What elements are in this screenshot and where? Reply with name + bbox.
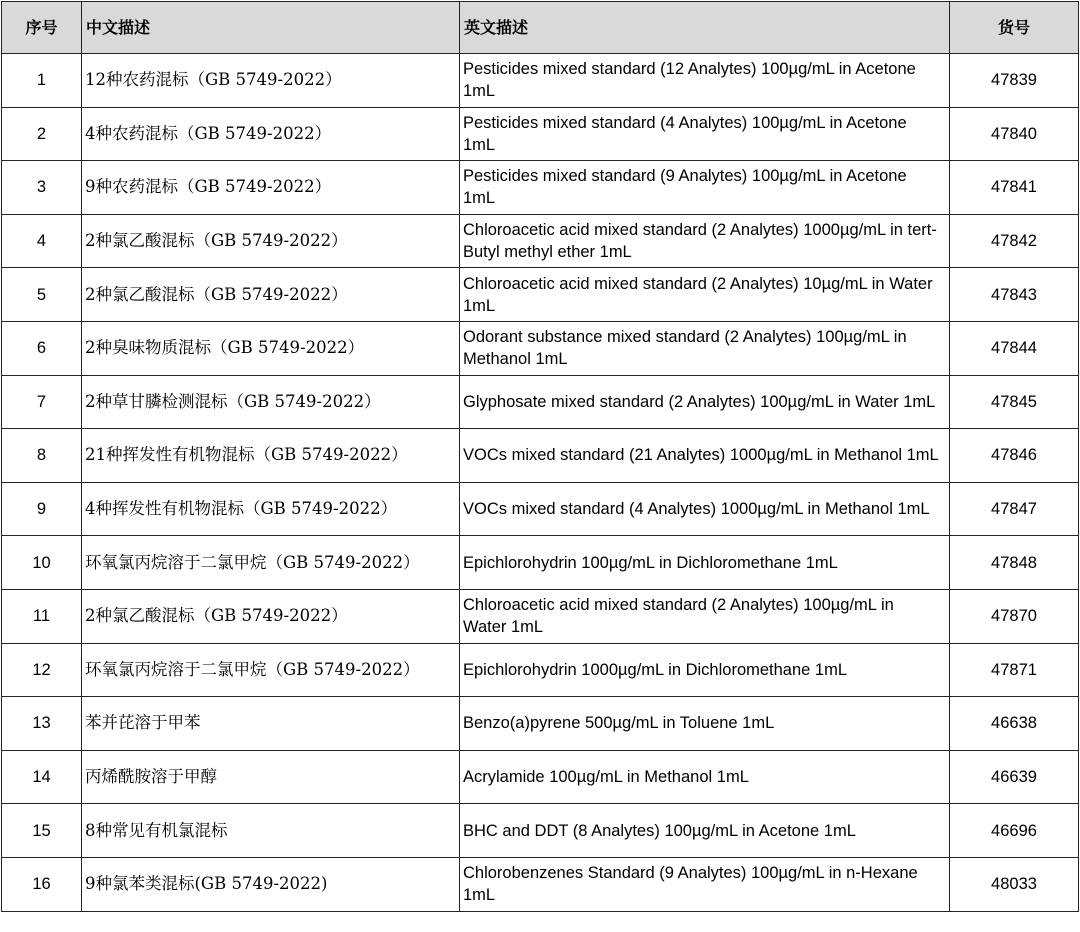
row-chinese-description: 12种农药混标（GB 5749-2022） xyxy=(82,54,460,108)
row-english-description: Chloroacetic acid mixed standard (2 Analytes) 10µg/mL in Water 1mL xyxy=(460,268,950,322)
row-english-description: Chloroacetic acid mixed standard (2 Analytes) 1000µg/mL in tert-Butyl methyl ether 1mL xyxy=(460,214,950,268)
row-index: 10 xyxy=(2,536,82,590)
row-sku: 47843 xyxy=(950,268,1079,322)
row-english-description: Chloroacetic acid mixed standard (2 Analytes) 100µg/mL in Water 1mL xyxy=(460,589,950,643)
table-row xyxy=(2,589,1079,643)
table-row xyxy=(2,375,1079,429)
row-index: 1 xyxy=(2,54,82,108)
row-chinese-description: 2种氯乙酸混标（GB 5749-2022） xyxy=(82,589,460,643)
row-index: 11 xyxy=(2,589,82,643)
header-english-description: 英文描述 xyxy=(460,2,950,54)
row-sku: 47840 xyxy=(950,107,1079,161)
row-index: 12 xyxy=(2,643,82,697)
row-sku: 47842 xyxy=(950,214,1079,268)
table-row xyxy=(2,643,1079,697)
table-row xyxy=(2,697,1079,751)
row-chinese-description: 2种草甘膦检测混标（GB 5749-2022） xyxy=(82,375,460,429)
row-chinese-description: 2种臭味物质混标（GB 5749-2022） xyxy=(82,321,460,375)
row-english-description: Epichlorohydrin 1000µg/mL in Dichloromethane 1mL xyxy=(460,643,950,697)
table-row xyxy=(2,857,1079,911)
row-english-description: BHC and DDT (8 Analytes) 100µg/mL in Acetone 1mL xyxy=(460,804,950,858)
header-row xyxy=(2,2,1079,54)
row-chinese-description: 2种氯乙酸混标（GB 5749-2022） xyxy=(82,268,460,322)
header-sku: 货号 xyxy=(950,2,1079,54)
row-english-description: Pesticides mixed standard (12 Analytes) 100µg/mL in Acetone 1mL xyxy=(460,54,950,108)
row-index: 4 xyxy=(2,214,82,268)
row-chinese-description: 苯并芘溶于甲苯 xyxy=(82,697,460,751)
row-chinese-description: 环氧氯丙烷溶于二氯甲烷（GB 5749-2022） xyxy=(82,643,460,697)
row-sku: 47847 xyxy=(950,482,1079,536)
table-row xyxy=(2,804,1079,858)
row-index: 13 xyxy=(2,697,82,751)
row-chinese-description: 21种挥发性有机物混标（GB 5749-2022） xyxy=(82,429,460,483)
row-english-description: Benzo(a)pyrene 500µg/mL in Toluene 1mL xyxy=(460,697,950,751)
table-row xyxy=(2,54,1079,108)
row-index: 15 xyxy=(2,804,82,858)
row-sku: 48033 xyxy=(950,857,1079,911)
row-index: 16 xyxy=(2,857,82,911)
row-chinese-description: 8种常见有机氯混标 xyxy=(82,804,460,858)
row-sku: 47848 xyxy=(950,536,1079,590)
table-row xyxy=(2,107,1079,161)
table-row xyxy=(2,429,1079,483)
row-sku: 46639 xyxy=(950,750,1079,804)
row-index: 14 xyxy=(2,750,82,804)
table-row xyxy=(2,268,1079,322)
row-chinese-description: 9种农药混标（GB 5749-2022） xyxy=(82,161,460,215)
table-row xyxy=(2,482,1079,536)
row-sku: 47841 xyxy=(950,161,1079,215)
table-row xyxy=(2,536,1079,590)
header-index: 序号 xyxy=(2,2,82,54)
row-sku: 47871 xyxy=(950,643,1079,697)
product-table xyxy=(1,1,1079,912)
row-index: 6 xyxy=(2,321,82,375)
header-chinese-description: 中文描述 xyxy=(82,2,460,54)
row-english-description: Pesticides mixed standard (4 Analytes) 100µg/mL in Acetone 1mL xyxy=(460,107,950,161)
row-chinese-description: 2种氯乙酸混标（GB 5749-2022） xyxy=(82,214,460,268)
row-chinese-description: 丙烯酰胺溶于甲醇 xyxy=(82,750,460,804)
row-chinese-description: 4种农药混标（GB 5749-2022） xyxy=(82,107,460,161)
row-english-description: Acrylamide 100µg/mL in Methanol 1mL xyxy=(460,750,950,804)
row-english-description: Glyphosate mixed standard (2 Analytes) 100µg/mL in Water 1mL xyxy=(460,375,950,429)
row-english-description: Epichlorohydrin 100µg/mL in Dichloromethane 1mL xyxy=(460,536,950,590)
row-sku: 47846 xyxy=(950,429,1079,483)
row-index: 8 xyxy=(2,429,82,483)
row-chinese-description: 9种氯苯类混标(GB 5749-2022) xyxy=(82,857,460,911)
row-index: 7 xyxy=(2,375,82,429)
row-index: 5 xyxy=(2,268,82,322)
table-row xyxy=(2,750,1079,804)
row-english-description: VOCs mixed standard (21 Analytes) 1000µg/mL in Methanol 1mL xyxy=(460,429,950,483)
row-sku: 47844 xyxy=(950,321,1079,375)
table-row xyxy=(2,321,1079,375)
row-chinese-description: 环氧氯丙烷溶于二氯甲烷（GB 5749-2022） xyxy=(82,536,460,590)
row-index: 9 xyxy=(2,482,82,536)
row-sku: 47839 xyxy=(950,54,1079,108)
row-chinese-description: 4种挥发性有机物混标（GB 5749-2022） xyxy=(82,482,460,536)
row-sku: 47845 xyxy=(950,375,1079,429)
row-index: 3 xyxy=(2,161,82,215)
row-english-description: Odorant substance mixed standard (2 Analytes) 100µg/mL in Methanol 1mL xyxy=(460,321,950,375)
row-english-description: Chlorobenzenes Standard (9 Analytes) 100µg/mL in n-Hexane 1mL xyxy=(460,857,950,911)
row-index: 2 xyxy=(2,107,82,161)
row-english-description: Pesticides mixed standard (9 Analytes) 100µg/mL in Acetone 1mL xyxy=(460,161,950,215)
row-sku: 46638 xyxy=(950,697,1079,751)
table-row xyxy=(2,214,1079,268)
table-row xyxy=(2,161,1079,215)
row-english-description: VOCs mixed standard (4 Analytes) 1000µg/mL in Methanol 1mL xyxy=(460,482,950,536)
row-sku: 46696 xyxy=(950,804,1079,858)
row-sku: 47870 xyxy=(950,589,1079,643)
